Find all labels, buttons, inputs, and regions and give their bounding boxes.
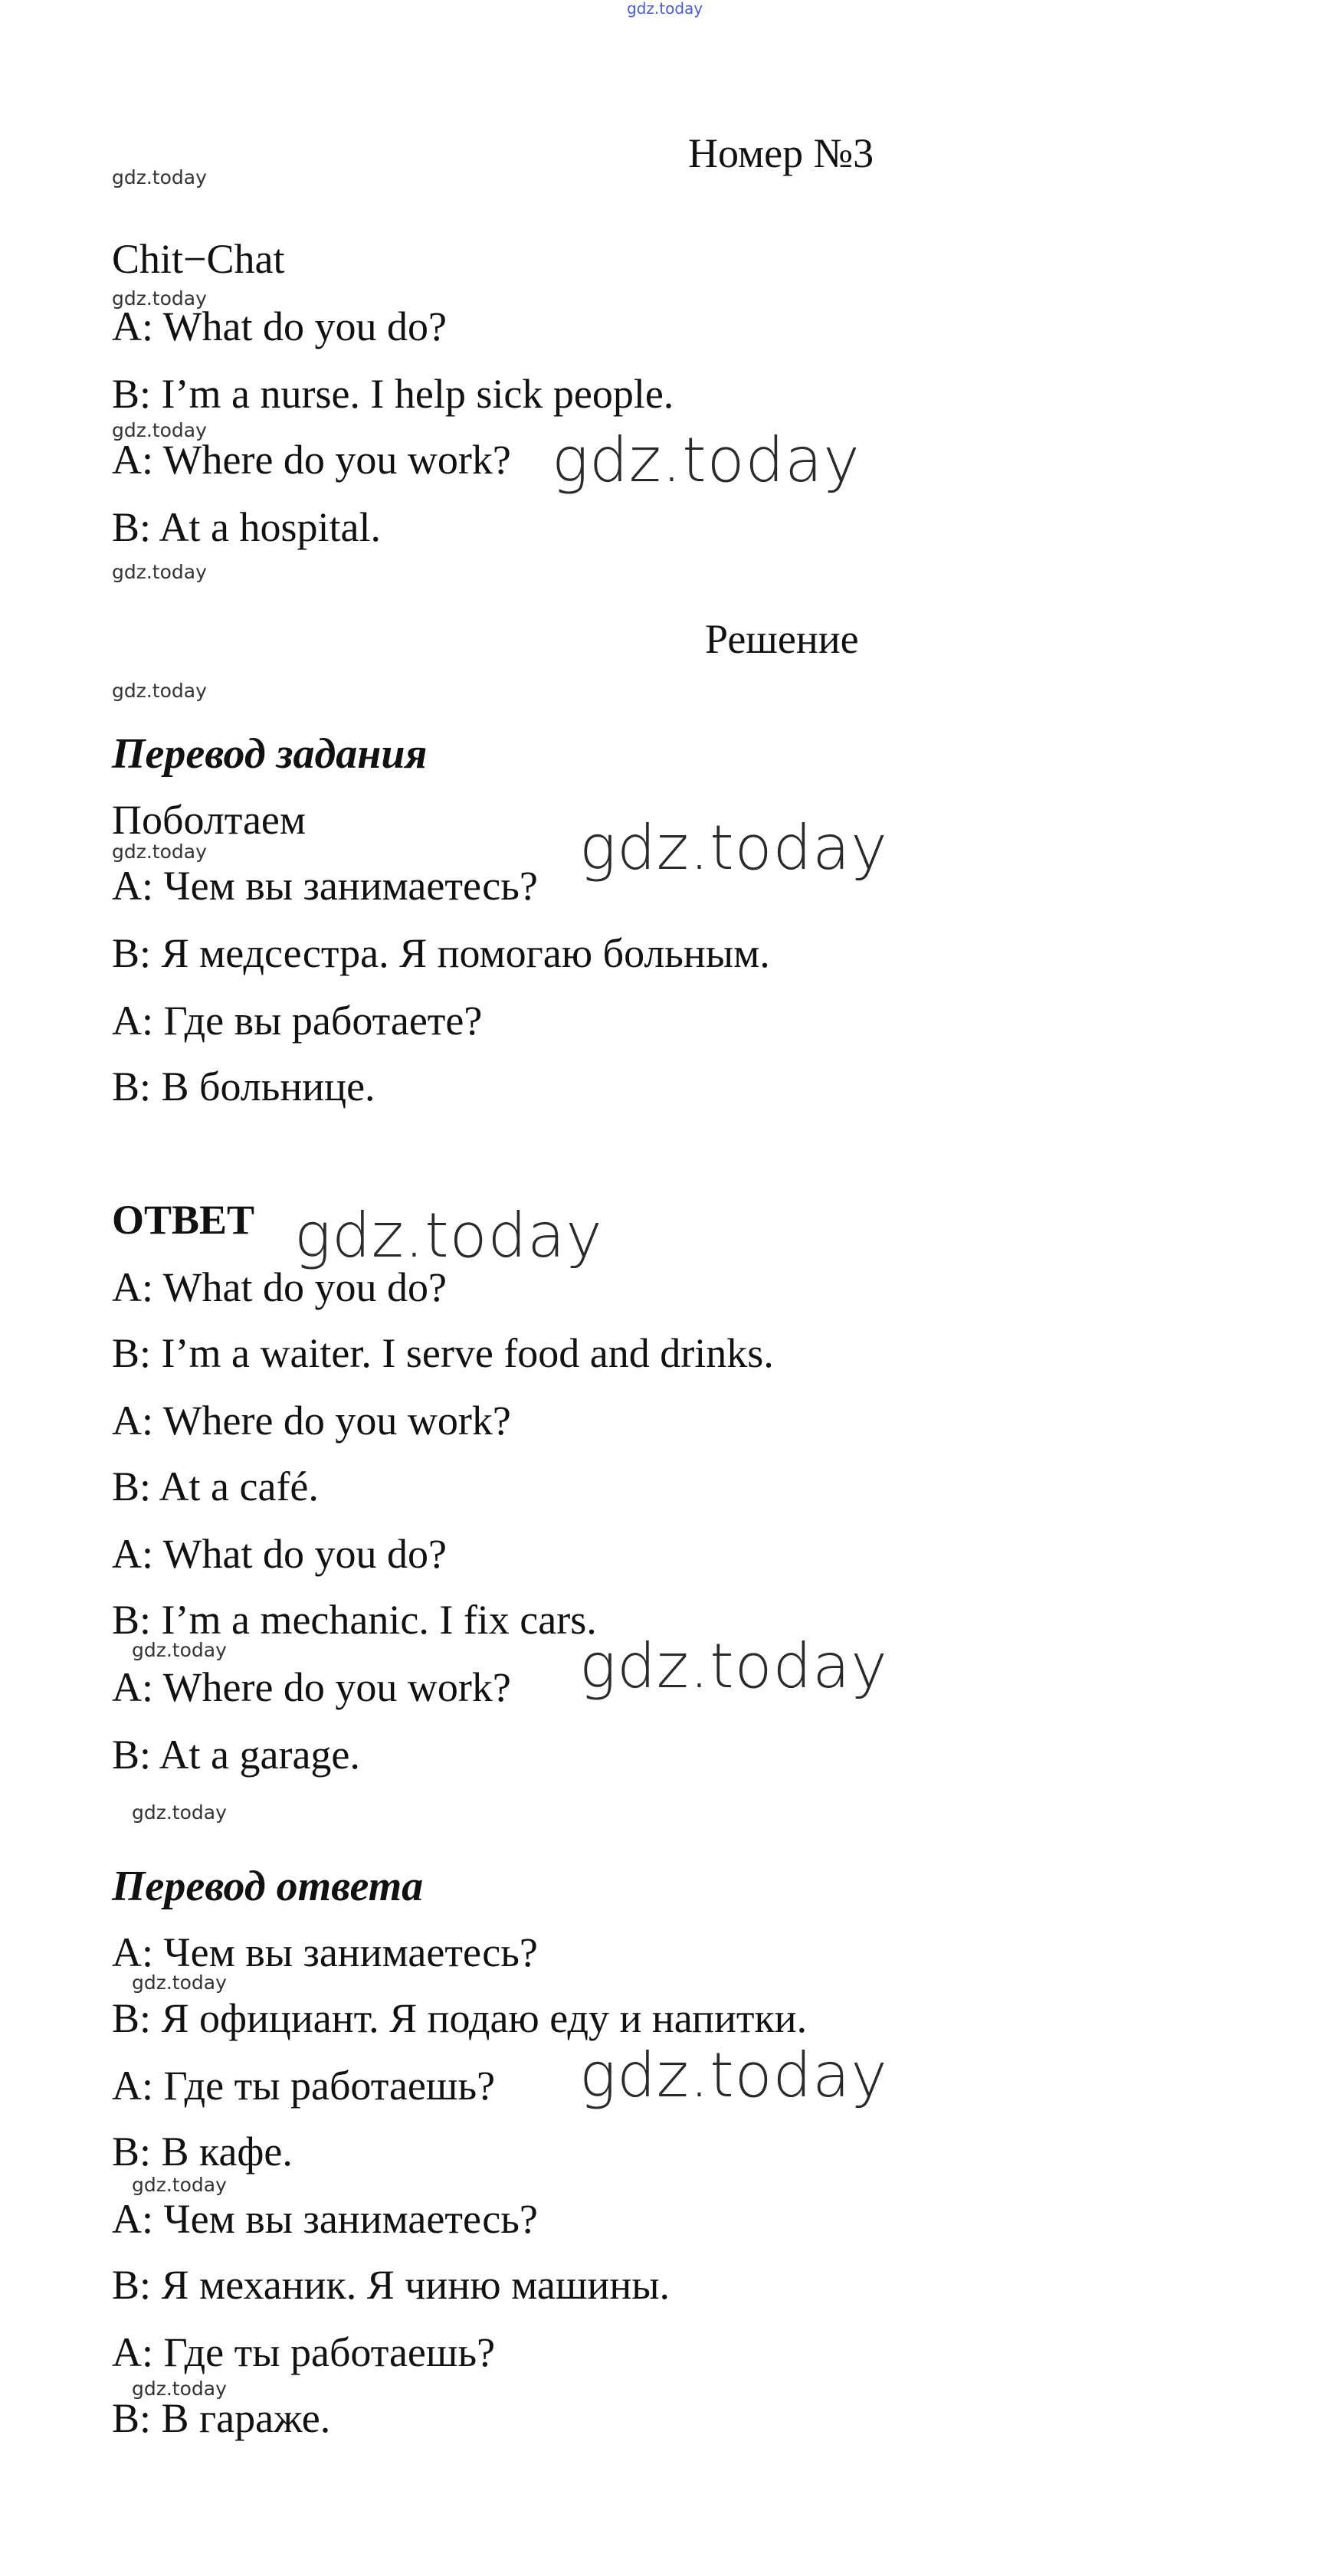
watermark-big: gdz.today bbox=[579, 812, 888, 883]
watermark-top: gdz.today bbox=[627, 0, 703, 18]
watermark-small: gdz.today bbox=[112, 680, 207, 702]
answer-translation-line: A: Чем вы занимаетесь? bbox=[112, 1929, 538, 1975]
watermark-small: gdz.today bbox=[132, 2174, 227, 2196]
watermark-big: gdz.today bbox=[579, 2040, 888, 2111]
answer-translation-heading: Перевод ответа bbox=[112, 1863, 424, 1910]
answer-line: B: At a garage. bbox=[112, 1732, 360, 1778]
task-title: Chit−Chat bbox=[112, 236, 285, 282]
task-translation-line: B: Я медсестра. Я помогаю больным. bbox=[112, 930, 770, 976]
answer-line: A: Where do you work? bbox=[112, 1398, 511, 1444]
answer-translation-line: A: Чем вы занимаетесь? bbox=[112, 2196, 538, 2242]
watermark-small: gdz.today bbox=[112, 561, 207, 583]
watermark-small: gdz.today bbox=[132, 2378, 227, 2400]
task-line: B: At a hospital. bbox=[112, 504, 381, 550]
answer-translation-line: A: Где ты работаешь? bbox=[112, 2063, 496, 2109]
watermark-small: gdz.today bbox=[112, 841, 207, 863]
watermark-small: gdz.today bbox=[112, 287, 207, 310]
answer-translation-line: B: Я механик. Я чиню машины. bbox=[112, 2262, 670, 2308]
watermark-small: gdz.today bbox=[132, 1971, 227, 1994]
answer-translation-line: A: Где ты работаешь? bbox=[112, 2329, 496, 2375]
solution-title: Решение bbox=[705, 616, 859, 662]
answer-line: B: At a café. bbox=[112, 1463, 319, 1509]
task-translation-title: Поболтаем bbox=[112, 797, 307, 843]
task-line: B: I’m a nurse. I help sick people. bbox=[112, 371, 674, 417]
answer-translation-line: B: Я официант. Я подаю еду и напитки. bbox=[112, 1995, 808, 2041]
watermark-small: gdz.today bbox=[132, 1639, 227, 1661]
answer-translation-line: B: В кафе. bbox=[112, 2129, 293, 2175]
task-translation-line: B: В больнице. bbox=[112, 1064, 375, 1109]
task-translation-line: A: Чем вы занимаетесь? bbox=[112, 863, 538, 909]
watermark-big: gdz.today bbox=[294, 1200, 603, 1271]
watermark-small: gdz.today bbox=[112, 166, 207, 188]
task-line: A: What do you do? bbox=[112, 303, 447, 349]
answer-line: B: I’m a mechanic. I fix cars. bbox=[112, 1597, 597, 1643]
task-translation-heading: Перевод задания bbox=[112, 730, 428, 778]
answer-line: A: What do you do? bbox=[112, 1264, 447, 1310]
task-line: A: Where do you work? bbox=[112, 437, 511, 483]
watermark-small: gdz.today bbox=[112, 419, 207, 441]
watermark-big: gdz.today bbox=[579, 1630, 888, 1702]
task-number-title: Номер №3 bbox=[688, 130, 874, 176]
answer-line: A: What do you do? bbox=[112, 1531, 447, 1577]
watermark-big: gdz.today bbox=[552, 424, 861, 496]
watermark-small: gdz.today bbox=[132, 1801, 227, 1824]
answer-line: B: I’m a waiter. I serve food and drinks. bbox=[112, 1330, 774, 1376]
answer-translation-line: B: В гараже. bbox=[112, 2395, 331, 2441]
task-translation-line: A: Где вы работаете? bbox=[112, 998, 483, 1044]
answer-line: A: Where do you work? bbox=[112, 1664, 511, 1710]
answer-heading: ОТВЕТ bbox=[112, 1197, 255, 1243]
